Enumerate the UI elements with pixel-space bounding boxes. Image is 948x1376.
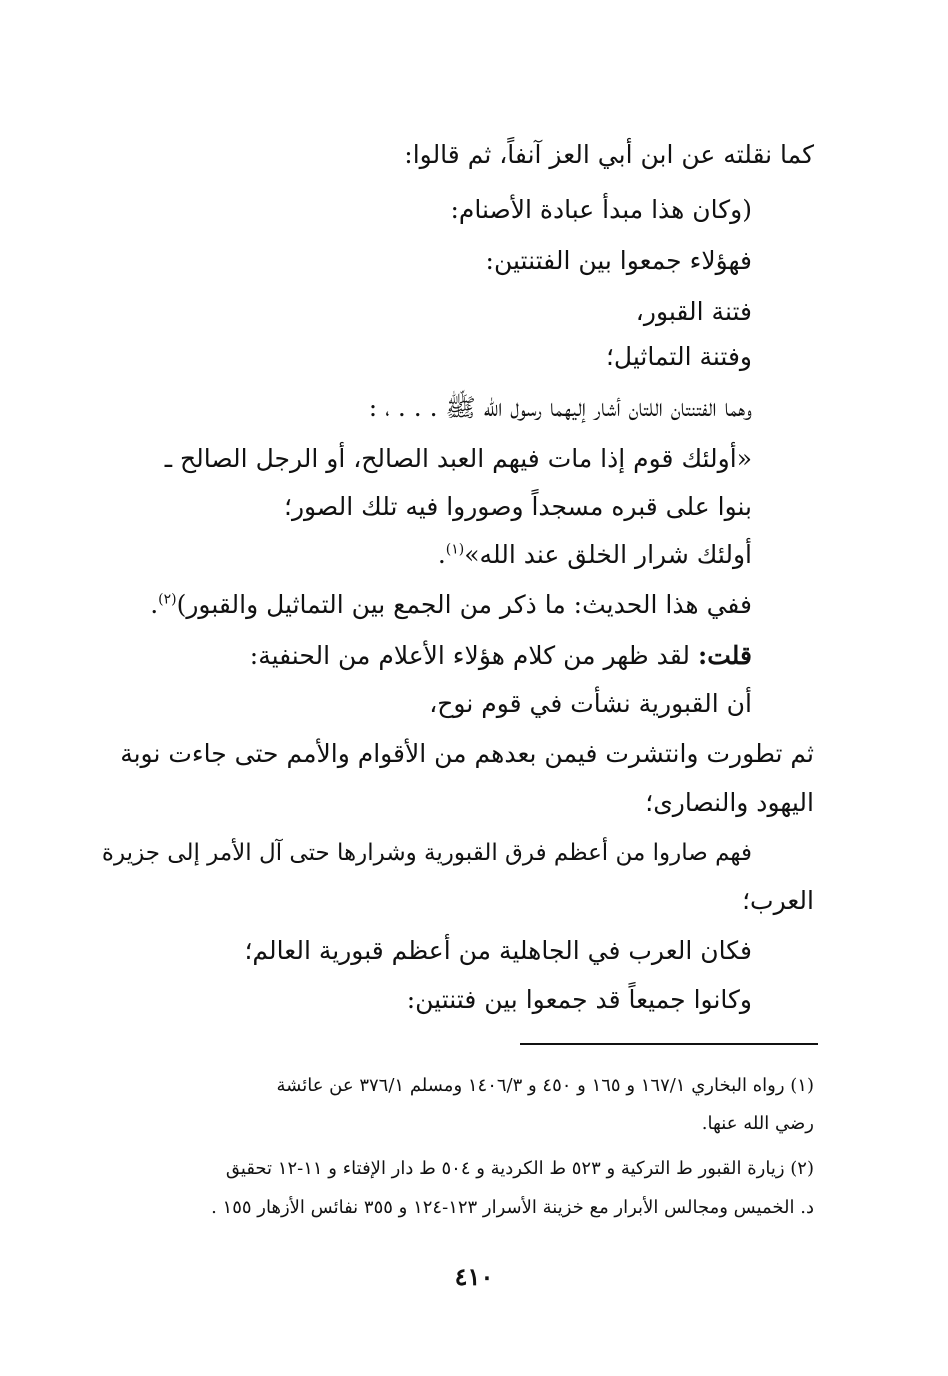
text-line: وفتنة التماثيل؛: [605, 342, 752, 371]
footnote-ref: (١): [445, 541, 465, 558]
footnote-line: رضي الله عنها.: [701, 1113, 814, 1134]
text-line: كما نقلته عن ابن أبي العز آنفاً، ثم قالوا:: [404, 140, 814, 169]
text-line: وهما الفتنتان اللتان أشار إليهما رسول الله ﷺ . . . ، :: [368, 393, 752, 422]
text-line: فتنة القبور،: [635, 297, 752, 326]
text-line: فهم صاروا من أعظم فرق القبورية وشرارها حتى آل الأمر إلى جزيرة: [101, 840, 752, 866]
text-line: ثم تطورت وانتشرت فيمن بعدهم من الأقوام والأمم حتى جاءت نوبة: [120, 739, 814, 768]
footnote-line: د. الخميس ومجالس الأبرار مع خزينة الأسرار ١٢٣-١٢٤ و ٣٥٥ نفائس الأزهار ١٥٥ .: [211, 1197, 814, 1218]
text-line: بنوا على قبره مسجداً وصوروا فيه تلك الصور؛: [284, 492, 752, 521]
text-line: أولئك شرار الخلق عند الله»$^{(١)}$.: [437, 540, 752, 569]
page-number: ٤١٠: [454, 1262, 494, 1291]
text-line: قلت: لقد ظهر من كلام هؤلاء الأعلام من الحنفية:: [249, 641, 752, 670]
text-line: فهؤلاء جمعوا بين الفتنتين:: [485, 246, 752, 275]
text-line: (وكان هذا مبدأ عبادة الأصنام:: [450, 195, 752, 224]
text-line: اليهود والنصارى؛: [645, 788, 814, 817]
text-line: العرب؛: [742, 886, 814, 915]
text-line: فكان العرب في الجاهلية من أعظم قبورية العالم؛: [244, 936, 752, 965]
text-line: أن القبورية نشأت في قوم نوح،: [429, 689, 752, 718]
footnote-line: (٢) زيارة القبور ط التركية و ٥٢٣ ط الكردية و ٥٠٤ ط دار الإفتاء و ١١-١٢ تحقيق: [225, 1158, 814, 1179]
text-line: وكانوا جميعاً قد جمعوا بين فتنتين:: [406, 985, 752, 1014]
footnote-line: (١) رواه البخاري ١٦٧/١ و ١٦٥ و ٤٥٠ و ١٤٠٦/٣ ومسلم ٣٧٦/١ عن عائشة: [276, 1075, 814, 1096]
text-line: ففي هذا الحديث: ما ذكر من الجمع بين التماثيل والقبور)$^{(٢)}$.: [150, 590, 752, 619]
footnote-divider: [520, 1043, 818, 1045]
text-line: «أولئك قوم إذا مات فيهم العبد الصالح، أو الرجل الصالح ـ: [164, 444, 752, 473]
emphasis-word: قلت:: [697, 641, 752, 670]
footnote-ref: (٢): [158, 591, 177, 608]
